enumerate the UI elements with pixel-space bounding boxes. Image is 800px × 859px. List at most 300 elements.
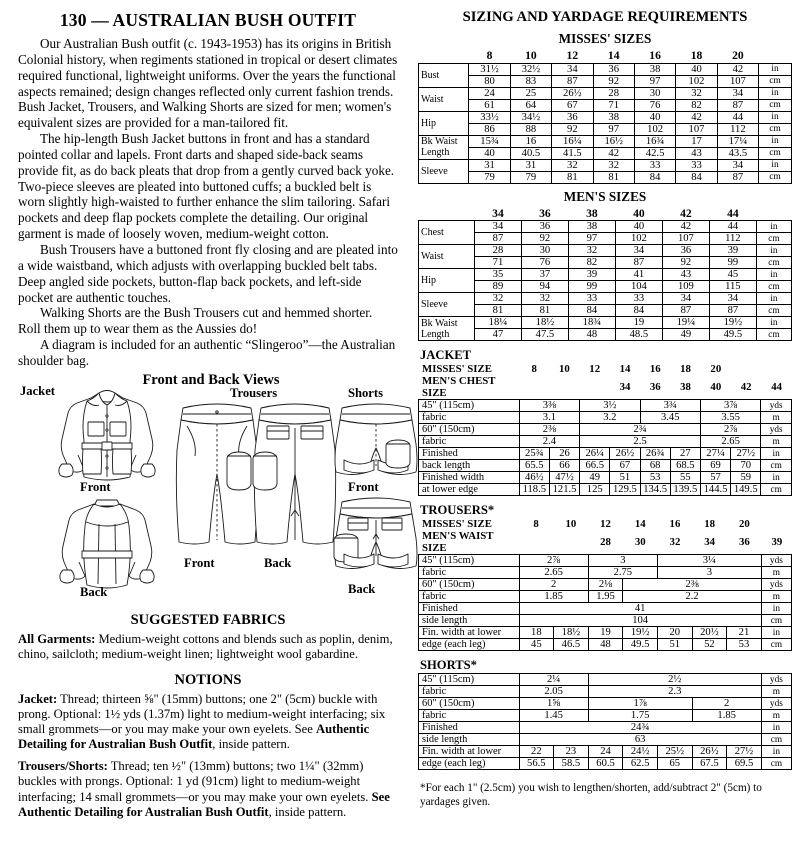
measurement-value-in: 19 xyxy=(615,317,662,329)
misses-size-cell: 10 xyxy=(559,363,570,375)
measurement-value-in: 32 xyxy=(474,293,521,305)
measurement-value-cm: 92 xyxy=(521,233,568,245)
measurement-value-in: 44 xyxy=(717,111,758,123)
fin-width-lower-edge-value-in: 18½ xyxy=(554,627,589,639)
fabric-yards-row xyxy=(419,698,792,710)
measurement-value-in: 19¼ xyxy=(662,317,709,329)
shorts-yardage-block xyxy=(418,658,792,770)
label-trousers: Trousers xyxy=(230,385,278,400)
fabric-meters-value: 2.4 xyxy=(519,436,579,448)
measurement-value-cm: 107 xyxy=(676,123,717,135)
measurement-value-in: 19½ xyxy=(709,317,756,329)
fin-width-lower-edge-value-cm: 46.5 xyxy=(554,639,589,651)
finished-back-length-value-in: 26¼ xyxy=(580,448,610,460)
fabric-label: fabric xyxy=(419,412,520,424)
measurement-row-cm xyxy=(419,305,792,317)
measurement-value-cm: 43.5 xyxy=(717,147,758,159)
measurement-row xyxy=(419,87,792,99)
mens-size-cell: 39 xyxy=(771,536,783,548)
measurement-value-cm: 67 xyxy=(552,99,593,111)
unit-in: in xyxy=(756,245,791,257)
fabric-yards-value: 2⅞ xyxy=(519,555,588,567)
mens-size-cell: 32 xyxy=(669,536,681,548)
measurement-value-cm: 102 xyxy=(676,75,717,87)
suggested-fabrics-text xyxy=(18,632,398,662)
measurement-value-cm: 49 xyxy=(662,329,709,341)
measurement-row-cm xyxy=(419,147,792,159)
measurement-value-in: 16 xyxy=(510,135,551,147)
measurement-value-cm: 107 xyxy=(717,75,758,87)
finished-width-lower-edge-value-cm: 121.5 xyxy=(549,484,579,496)
all-garments-text: Medium-weight cottons and blends such as poplin, denim, chino, sailcloth; medium-weight linen; lightweight wool gabardine. xyxy=(18,631,393,661)
measurement-value-cm: 76 xyxy=(634,99,675,111)
fin-width-lower-edge-value-in: 24½ xyxy=(623,746,658,758)
fabric-width-label: 45" (115cm) xyxy=(419,400,520,412)
unit-cm: cm xyxy=(759,171,792,183)
measurement-value-in: 35 xyxy=(474,269,521,281)
fin-width-lower-edge-label: Fin. width at lower xyxy=(419,746,520,758)
measurement-value-cm: 48 xyxy=(568,329,615,341)
finished-width-lower-edge-value-cm: 149.5 xyxy=(731,484,761,496)
finished-back-length-value-in: 26 xyxy=(549,448,579,460)
measurement-value-in: 32 xyxy=(552,159,593,171)
finished-side-length-label-2: side length xyxy=(419,734,520,746)
measurement-value-in: 24 xyxy=(469,87,510,99)
measurement-value-in: 36 xyxy=(662,245,709,257)
finished-width-lower-edge-value-cm: 129.5 xyxy=(610,484,640,496)
right-column xyxy=(412,6,800,859)
measurement-label: Sleeve xyxy=(419,293,475,317)
fabric-meters-value: 2.3 xyxy=(588,686,761,698)
measurement-value-cm: 109 xyxy=(662,281,709,293)
fin-width-lower-edge-row xyxy=(419,746,792,758)
misses-size-cell: 20 xyxy=(710,363,722,375)
measurement-value-in: 37 xyxy=(521,269,568,281)
unit-cm: cm xyxy=(756,281,791,293)
notions-trousers-ref: See Authentic Detailing for Australian Bush Outfit xyxy=(18,789,390,819)
size-header-cell: 38 xyxy=(586,206,598,220)
unit-yds: yds xyxy=(761,674,791,686)
fin-width-lower-edge-label: Fin. width at lower xyxy=(419,627,520,639)
measurement-label: Hip xyxy=(419,269,475,293)
fin-width-lower-edge-row xyxy=(419,758,792,770)
measurement-value-cm: 102 xyxy=(615,233,662,245)
measurement-value-cm: 71 xyxy=(474,257,521,269)
misses-size-header-row xyxy=(418,518,792,530)
unit-cm: cm xyxy=(761,615,791,627)
unit-cm: cm xyxy=(759,123,792,135)
fabric-width-label: 45" (115cm) xyxy=(419,674,520,686)
header-spacer xyxy=(419,49,469,63)
measurement-value-in: 33 xyxy=(568,293,615,305)
finished-width-lower-edge-value-in: 49 xyxy=(580,472,610,484)
jacket-yardage-block xyxy=(418,348,792,496)
measurement-value-in: 32½ xyxy=(510,63,551,75)
unit-in: in xyxy=(761,627,791,639)
fabric-yards-value: 2¼ xyxy=(519,674,588,686)
size-header-row xyxy=(419,207,792,221)
measurement-value-in: 34 xyxy=(615,245,662,257)
measurement-value-in: 31 xyxy=(469,159,510,171)
fabric-yards-value: 2 xyxy=(519,579,588,591)
measurement-value-cm: 84 xyxy=(676,171,717,183)
shorts-block-title: SHORTS* xyxy=(420,658,477,672)
misses-sizes-title: MISSES' SIZES xyxy=(558,31,652,46)
finished-back-length-row xyxy=(419,448,792,460)
fabric-yards-value: 1⅞ xyxy=(588,698,692,710)
mens-size-label: MEN'S CHEST SIZE xyxy=(422,375,496,399)
label-jacket-back: Back xyxy=(80,584,108,599)
fin-width-lower-edge-value-in: 20 xyxy=(657,627,692,639)
finished-width-lower-edge-value-cm: 125 xyxy=(580,484,610,496)
misses-size-label: MISSES' SIZE xyxy=(422,518,492,530)
measurement-value-cm: 61 xyxy=(469,99,510,111)
measurement-value-in: 44 xyxy=(709,221,756,233)
finished-back-length-value-cm: 67 xyxy=(610,460,640,472)
measurement-label: Waist xyxy=(419,87,469,111)
measurement-value-in: 31½ xyxy=(469,63,510,75)
measurement-value-in: 38 xyxy=(634,63,675,75)
finished-width-lower-edge-label: at lower edge xyxy=(419,484,520,496)
fin-width-lower-edge-value-cm: 60.5 xyxy=(588,758,623,770)
misses-size-label: MISSES' SIZE xyxy=(422,363,492,375)
misses-sizes-table xyxy=(418,49,792,184)
mens-size-cell xyxy=(519,530,554,554)
finished-side-length-value-in: 41 xyxy=(519,603,761,615)
measurement-value-cm: 49.5 xyxy=(709,329,756,341)
label-jacket: Jacket xyxy=(20,383,55,398)
measurement-value-cm: 41.5 xyxy=(552,147,593,159)
finished-width-lower-edge-value-in: 46½ xyxy=(519,472,549,484)
unit-in: in xyxy=(761,746,791,758)
finished-side-length-label-1: Finished xyxy=(419,603,520,615)
measurement-label: Hip xyxy=(419,111,469,135)
trousers-block-title: TROUSERS* xyxy=(420,503,495,517)
mens-size-header-row xyxy=(418,530,792,554)
measurement-value-in: 34 xyxy=(709,293,756,305)
measurement-value-cm: 83 xyxy=(510,75,551,87)
fin-width-lower-edge-row xyxy=(419,627,792,639)
fabric-yards-value: 3¾ xyxy=(640,400,700,412)
finished-width-lower-edge-row xyxy=(419,484,792,496)
fin-width-lower-edge-value-in: 18 xyxy=(519,627,554,639)
header-unit-spacer xyxy=(756,207,791,221)
fabric-label: fabric xyxy=(419,591,520,603)
measurement-row xyxy=(419,111,792,123)
measurement-value-in: 39 xyxy=(709,245,756,257)
fin-width-lower-edge-value-cm: 48 xyxy=(588,639,623,651)
unit-in: in xyxy=(759,159,792,171)
fin-width-lower-edge-value-in: 21 xyxy=(727,627,762,639)
page-title: 130 — AUSTRALIAN BUSH OUTFIT xyxy=(59,10,357,30)
finished-back-length-value-cm: 70 xyxy=(731,460,761,472)
unit-in: in xyxy=(759,87,792,99)
measurement-value-cm: 112 xyxy=(717,123,758,135)
measurement-value-cm: 76 xyxy=(521,257,568,269)
fin-width-lower-edge-label: edge (each leg) xyxy=(419,639,520,651)
sizing-yardage-title: SIZING AND YARDAGE REQUIREMENTS xyxy=(462,9,748,25)
fabric-meters-value: 1.95 xyxy=(588,591,623,603)
fabric-meters-row xyxy=(419,591,792,603)
fin-width-lower-edge-value-in: 19 xyxy=(588,627,623,639)
unit-cm: cm xyxy=(759,75,792,87)
measurement-value-cm: 42.5 xyxy=(634,147,675,159)
measurement-value-cm: 97 xyxy=(593,123,634,135)
fabric-meters-row xyxy=(419,686,792,698)
misses-size-cell: 20 xyxy=(738,518,750,530)
measurement-value-cm: 40 xyxy=(469,147,510,159)
measurement-row xyxy=(419,63,792,75)
misses-size-cell xyxy=(731,363,761,375)
fabric-meters-value: 1.85 xyxy=(519,591,588,603)
mens-size-cell: 42 xyxy=(740,381,752,393)
description-paragraph-1: Our Australian Bush outfit (c. 1943-1953) has its origins in British Colonial history, when regiments stationed in tropical or desert climates required functional, lightweight uniforms. Over the years the functional aspects remained; design changes reflected only current fashion trends. Bush Jacket, Trousers, and Walking Shorts are sized for men; women's equivalent sizes are provided for a man-tailored fit. xyxy=(18,36,398,131)
measurement-value-in: 40 xyxy=(634,111,675,123)
unit-cm: cm xyxy=(756,305,791,317)
size-header-cell: 10 xyxy=(525,49,537,63)
finished-width-lower-edge-label: Finished width xyxy=(419,472,520,484)
unit-cm: cm xyxy=(761,734,791,746)
unit-in: in xyxy=(756,317,791,329)
size-header-cell: 20 xyxy=(732,49,744,63)
measurement-label: Bk Waist Length xyxy=(419,317,475,341)
measurement-value-in: 38 xyxy=(593,111,634,123)
label-trousers-back: Back xyxy=(264,555,292,570)
shorts-yardage-table xyxy=(418,673,792,770)
fabric-yards-row xyxy=(419,555,792,567)
measurement-value-cm: 81 xyxy=(552,171,593,183)
fin-width-lower-edge-value-cm: 62.5 xyxy=(623,758,658,770)
measurement-value-in: 28 xyxy=(593,87,634,99)
measurement-value-in: 33 xyxy=(615,293,662,305)
fabric-meters-value: 1.45 xyxy=(519,710,588,722)
measurement-value-cm: 97 xyxy=(568,233,615,245)
measurement-value-in: 32 xyxy=(568,245,615,257)
finished-width-lower-edge-value-in: 51 xyxy=(610,472,640,484)
fabric-yards-value: 3 xyxy=(588,555,657,567)
finished-width-lower-edge-value-in: 57 xyxy=(700,472,730,484)
finished-back-length-label: Finished xyxy=(419,448,520,460)
fin-width-lower-edge-value-cm: 65 xyxy=(657,758,692,770)
misses-size-cell: 18 xyxy=(704,518,716,530)
measurement-label: Bk Waist Length xyxy=(419,135,469,159)
measurement-value-cm: 89 xyxy=(474,281,521,293)
fin-width-lower-edge-value-in: 19½ xyxy=(623,627,658,639)
measurement-value-in: 42 xyxy=(676,111,717,123)
jacket-front-illustration xyxy=(42,386,172,482)
measurement-value-in: 30 xyxy=(634,87,675,99)
finished-back-length-value-in: 27½ xyxy=(731,448,761,460)
measurement-value-cm: 84 xyxy=(615,305,662,317)
notions-jacket-tail: , inside pattern. xyxy=(212,737,290,752)
measurement-value-in: 33 xyxy=(676,159,717,171)
finished-side-length-value-in: 24¾ xyxy=(519,722,761,734)
trousers-size-header xyxy=(418,518,792,554)
measurement-value-in: 18¾ xyxy=(568,317,615,329)
shorts-back-illustration xyxy=(330,494,422,576)
measurement-value-in: 45 xyxy=(709,269,756,281)
garment-illustrations xyxy=(18,370,398,602)
unit-m: m xyxy=(761,686,791,698)
fabric-yards-row xyxy=(419,400,792,412)
measurement-label: Waist xyxy=(419,245,475,269)
measurement-value-in: 18½ xyxy=(521,317,568,329)
unit-cm: cm xyxy=(761,484,792,496)
mens-size-cell: 30 xyxy=(634,536,646,548)
label-shorts-back: Back xyxy=(348,581,376,596)
finished-side-length-label-2: side length xyxy=(419,615,520,627)
misses-size-cell: 10 xyxy=(565,518,577,530)
finished-width-lower-edge-value-in: 47½ xyxy=(549,472,579,484)
fin-width-lower-edge-value-cm: 69.5 xyxy=(727,758,762,770)
measurement-value-cm: 82 xyxy=(676,99,717,111)
shorts-front-illustration xyxy=(330,400,422,482)
finished-side-length-value-cm: 63 xyxy=(519,734,761,746)
measurement-value-in: 40 xyxy=(615,221,662,233)
fabric-meters-row xyxy=(419,710,792,722)
unit-cm: cm xyxy=(756,257,791,269)
finished-side-length-row-cm xyxy=(419,615,792,627)
fabric-meters-value: 2.65 xyxy=(519,567,588,579)
measurement-value-cm: 99 xyxy=(709,257,756,269)
measurement-value-in: 16½ xyxy=(593,135,634,147)
unit-in: in xyxy=(761,448,792,460)
measurement-value-in: 33½ xyxy=(469,111,510,123)
fabric-width-label: 60" (150cm) xyxy=(419,424,520,436)
size-header-row xyxy=(419,49,792,63)
fin-width-lower-edge-value-in: 27½ xyxy=(727,746,762,758)
fin-width-lower-edge-value-cm: 56.5 xyxy=(519,758,554,770)
fabric-yards-value: 2⅜ xyxy=(519,424,579,436)
fabric-meters-value: 3.1 xyxy=(519,412,579,424)
measurement-value-cm: 94 xyxy=(521,281,568,293)
measurement-value-in: 33 xyxy=(634,159,675,171)
mens-size-cell xyxy=(519,375,549,399)
fin-width-lower-edge-value-cm: 51 xyxy=(657,639,692,651)
notions-jacket-text: Thread; thirteen ⅝" (15mm) buttons; one 2" (5cm) buckle with prong. Optional: 1½ yds (1.37m) light to medium-weight interfacing; six small grommets—or you may make your own eyelets. See xyxy=(18,691,386,737)
finished-back-length-value-cm: 68 xyxy=(640,460,670,472)
fabric-yards-value: 3½ xyxy=(580,400,640,412)
unit-in: in xyxy=(759,135,792,147)
mens-size-cell xyxy=(549,375,579,399)
measurement-value-in: 34½ xyxy=(510,111,551,123)
fabric-yards-row xyxy=(419,674,792,686)
unit-m: m xyxy=(761,710,791,722)
finished-back-length-row xyxy=(419,460,792,472)
measurement-value-in: 32 xyxy=(676,87,717,99)
jacket-block-title: JACKET xyxy=(420,348,472,362)
jacket-yardage-table xyxy=(418,399,792,496)
label-jacket-front: Front xyxy=(80,479,111,494)
size-header-cell: 18 xyxy=(690,49,703,63)
unit-m: m xyxy=(761,436,792,448)
measurement-value-in: 25 xyxy=(510,87,551,99)
measurement-row-cm xyxy=(419,329,792,341)
measurement-row xyxy=(419,159,792,171)
finished-back-length-value-cm: 65.5 xyxy=(519,460,549,472)
finished-back-length-value-in: 25¾ xyxy=(519,448,549,460)
measurement-value-in: 34 xyxy=(474,221,521,233)
finished-width-lower-edge-value-cm: 118.5 xyxy=(519,484,549,496)
measurement-row xyxy=(419,221,792,233)
unit-in: in xyxy=(756,221,791,233)
size-header-cell: 12 xyxy=(566,49,579,63)
fabric-label: fabric xyxy=(419,686,520,698)
misses-size-cell: 8 xyxy=(531,363,537,375)
unit-in: in xyxy=(761,603,791,615)
mens-size-cell: 36 xyxy=(738,536,750,548)
unit-cm: cm xyxy=(761,460,792,472)
description-paragraph-3: Bush Trousers have a buttoned front fly closing and are pleated into a wide waistband, which adjusts with overlapping buckled belt tabs. Deep angled side pockets, button-flap back pockets, and left-side pocket are authentic touches. xyxy=(18,241,398,305)
unit-in: in xyxy=(761,472,792,484)
fin-width-lower-edge-value-cm: 45 xyxy=(519,639,554,651)
measurement-value-in: 38 xyxy=(568,221,615,233)
fabric-yards-row xyxy=(419,424,792,436)
fabric-meters-value: 1.85 xyxy=(692,710,761,722)
finished-width-lower-edge-value-in: 59 xyxy=(731,472,761,484)
finished-side-length-row-cm xyxy=(419,734,792,746)
measurement-value-in: 31 xyxy=(510,159,551,171)
finished-back-length-value-cm: 69 xyxy=(700,460,730,472)
measurement-value-in: 18¼ xyxy=(474,317,521,329)
mens-size-label: MEN'S WAIST SIZE xyxy=(422,530,494,554)
finished-width-lower-edge-value-cm: 139.5 xyxy=(670,484,700,496)
fin-width-lower-edge-value-cm: 49.5 xyxy=(623,639,658,651)
finished-back-length-value-in: 26½ xyxy=(610,448,640,460)
size-header-cell: 34 xyxy=(492,206,504,220)
mens-size-cell: 34 xyxy=(619,381,631,393)
finished-back-length-value-in: 26¾ xyxy=(640,448,670,460)
finished-width-lower-edge-value-cm: 134.5 xyxy=(640,484,670,496)
fabric-yards-value: 3⅞ xyxy=(700,400,760,412)
measurement-value-cm: 92 xyxy=(552,123,593,135)
fabric-meters-value: 2.75 xyxy=(588,567,657,579)
size-header-cell: 8 xyxy=(486,49,493,63)
unit-yds: yds xyxy=(761,424,792,436)
fabric-meters-value: 3.45 xyxy=(640,412,700,424)
measurement-value-cm: 102 xyxy=(634,123,675,135)
trousers-yardage-block xyxy=(418,503,792,651)
all-garments-label: All Garments: xyxy=(18,631,96,646)
fin-width-lower-edge-row xyxy=(419,639,792,651)
measurement-value-in: 16¾ xyxy=(634,135,675,147)
unit-in: in xyxy=(756,269,791,281)
suggested-fabrics-heading: SUGGESTED FABRICS xyxy=(130,611,286,628)
unit-cm: cm xyxy=(759,99,792,111)
finished-back-length-value-cm: 66 xyxy=(549,460,579,472)
unit-in: in xyxy=(759,63,792,75)
measurement-value-cm: 87 xyxy=(552,75,593,87)
label-shorts-front: Front xyxy=(348,479,379,494)
measurement-row-cm xyxy=(419,281,792,293)
unit-in: in xyxy=(761,722,791,734)
measurement-value-cm: 87 xyxy=(615,257,662,269)
fin-width-lower-edge-value-in: 22 xyxy=(519,746,554,758)
description-paragraph-2: The hip-length Bush Jacket buttons in front and has a standard pointed collar and lapels. Front darts and shaped side-back seams provide fit, as do back pleats that drop from a gently curved back yoke. Two-piece sleeves are pleated into buttoned cuffs; a buckled belt is worn slightly high-waisted to further enhance the slim tailoring. Safari pockets and deep flap pockets complete the detailing. Our original garment is made of loosely woven, medium-weight cotton. xyxy=(18,131,395,242)
finished-back-length-value-cm: 68.5 xyxy=(670,460,700,472)
fabric-meters-row xyxy=(419,412,792,424)
notions-jacket-ref: Authentic Detailing for Australian Bush Outfit xyxy=(18,722,370,752)
measurement-row xyxy=(419,269,792,281)
measurement-value-in: 26½ xyxy=(552,87,593,99)
measurement-value-cm: 99 xyxy=(568,281,615,293)
size-header-cell: 14 xyxy=(607,49,620,63)
measurement-value-in: 34 xyxy=(552,63,593,75)
unit-yds: yds xyxy=(761,698,791,710)
finished-back-length-value-cm: 66.5 xyxy=(580,460,610,472)
unit-cm: cm xyxy=(761,639,791,651)
misses-size-cell: 8 xyxy=(533,518,539,530)
